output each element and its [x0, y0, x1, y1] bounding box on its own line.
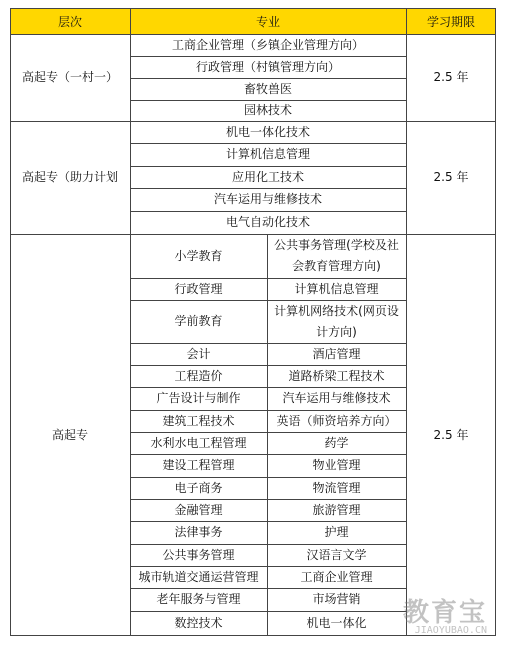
section3-right-8: 药学 [324, 435, 349, 450]
table-border-top [10, 8, 496, 9]
header-level: 层次 [10, 8, 130, 34]
row-line [130, 432, 406, 433]
row-line [130, 343, 406, 344]
header-major: 专业 [130, 8, 406, 34]
row-line [130, 477, 406, 478]
section3-right-10: 物流管理 [312, 480, 361, 495]
section1-level: 高起专（一村一） [21, 70, 118, 84]
section3-right-4: 酒店管理 [312, 346, 361, 361]
section3-left-1: 小学教育 [174, 248, 223, 263]
section3-level: 高起专 [51, 427, 88, 442]
watermark-title: 教育宝 [402, 598, 487, 628]
row-line [130, 188, 406, 189]
section3-left-2: 行政管理 [174, 281, 223, 296]
section1-major-3: 畜牧兽医 [243, 81, 292, 96]
section3-left-8: 水利水电工程管理 [150, 435, 247, 450]
header-duration: 学习期限 [406, 8, 496, 34]
section1-major-4: 园林技术 [243, 103, 292, 117]
program-table [10, 8, 496, 636]
section3-right-16: 机电一体化 [306, 616, 367, 630]
watermark-url: JIAOYUBAO.CN [414, 625, 487, 636]
section2-major-1: 机电一体化技术 [225, 124, 310, 139]
row-line [130, 211, 406, 212]
row-line [130, 143, 406, 144]
watermark-logo [377, 592, 487, 636]
section2-major-4: 汽车运用与维修技术 [213, 192, 322, 206]
row-line [130, 387, 406, 388]
table-border-right [495, 8, 496, 636]
section3-left-11: 金融管理 [174, 502, 223, 517]
section3-left-12: 法律事务 [174, 525, 223, 539]
section3-left-5: 工程造价 [174, 368, 223, 383]
row-line [130, 166, 406, 167]
row-line [130, 544, 406, 545]
major-split-divider [267, 234, 268, 636]
section3-left-15: 老年服务与管理 [156, 592, 241, 606]
section3-left-13: 公共事务管理 [162, 547, 235, 562]
section3-left-7: 建筑工程技术 [162, 413, 235, 428]
row-line [130, 300, 406, 301]
row-line [130, 100, 406, 101]
row-line [130, 410, 406, 411]
level-column-divider [130, 8, 131, 636]
row-line [130, 588, 406, 589]
section3-duration: 2.5 年 [433, 427, 469, 442]
section3-right-13: 汉语言文学 [306, 547, 367, 562]
section1-major-2: 行政管理（村镇管理方向） [195, 59, 340, 74]
section3-right-6: 汽车运用与维修技术 [282, 391, 391, 405]
section3-right-7: 英语（师资培养方向） [276, 413, 397, 428]
section3-right-12: 护理 [324, 525, 349, 539]
table-border-left [10, 8, 11, 636]
section3-right-14: 工商企业管理 [300, 569, 373, 584]
row-line [130, 499, 406, 500]
row-line [130, 454, 406, 455]
row-line [130, 365, 406, 366]
section3-left-9: 建设工程管理 [162, 458, 235, 472]
section3-left-4: 会计 [186, 346, 211, 361]
section1-major-1: 工商企业管理（乡镇企业管理方向） [171, 37, 364, 52]
section3-right-11: 旅游管理 [312, 502, 361, 517]
section2-duration: 2.5 年 [433, 170, 469, 184]
section1-duration: 2.5 年 [433, 70, 469, 84]
section3-left-6: 广告设计与制作 [156, 391, 241, 405]
section3-left-14: 城市轨道交通运营管理 [138, 569, 259, 584]
section3-left-3: 学前教育 [174, 314, 223, 328]
section3-right-1: 公共事务管理(学校及社会教育管理方向) [274, 238, 399, 273]
row-line [130, 278, 406, 279]
duration-column-divider [406, 8, 407, 636]
row-line [130, 611, 406, 612]
row-line [130, 78, 406, 79]
row-line [130, 521, 406, 522]
section3-right-2: 计算机信息管理 [294, 281, 379, 296]
section3-right-15: 市场营销 [312, 592, 361, 606]
section2-major-3: 应用化工技术 [231, 169, 304, 184]
section1-divider [10, 121, 496, 122]
section2-major-2: 计算机信息管理 [225, 147, 310, 161]
section3-left-16: 数控技术 [174, 616, 223, 630]
section3-right-5: 道路桥梁工程技术 [288, 368, 385, 383]
row-line [130, 566, 406, 567]
section2-divider [10, 234, 496, 235]
section3-right-9: 物业管理 [312, 458, 361, 472]
section3-right-3: 计算机网络技术(网页设计方向) [274, 303, 399, 339]
section3-left-10: 电子商务 [174, 480, 223, 495]
section2-major-5: 电气自动化技术 [225, 215, 310, 229]
row-line [130, 56, 406, 57]
header-divider [10, 34, 496, 35]
section2-level: 高起专（助力计划 [21, 170, 118, 184]
